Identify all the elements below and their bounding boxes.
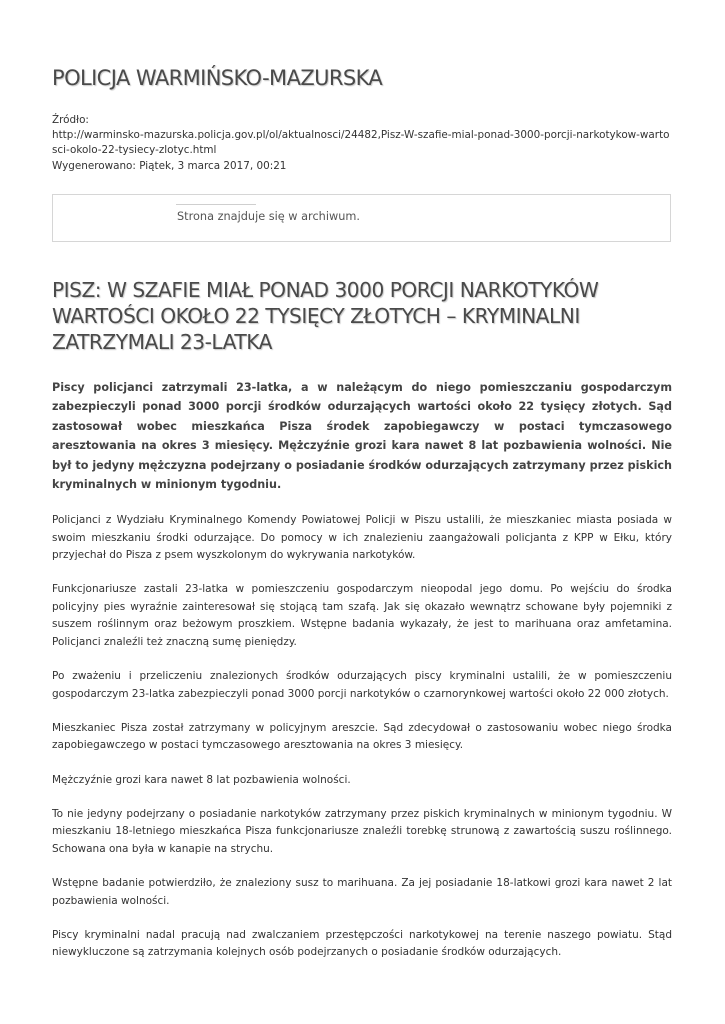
article-paragraph: Funkcjonariusze zastali 23-latka w pomieszczeniu gospodarczym nieopodal jego domu. Po wejściu do środka policyjny pies wyraźnie zainteresował się stojącą tam szafą. Jak się okazało wewnątrz schowane były pojemniki z suszem roślinnym oraz beżowym proszkiem. Wstępne badania wykazały, że jest to marihuana oraz amfetamina. Policjanci znaleźli też znaczną sumę pieniędzy. [52, 583, 672, 649]
article-paragraph: Wstępne badanie potwierdziło, że znaleziony susz to marihuana. Za jej posiadanie 18-latkowi grozi kara nawet 2 lat pozbawienia wolności. [52, 876, 672, 907]
article-paragraph: To nie jedyny podejrzany o posiadanie narkotyków zatrzymany przez piskich kryminalnych w minionym tygodniu. W mieszkaniu 18-letniego mieszkańca Pisza funkcjonariusze znaleźli torebkę strunową z zawartością suszu roślinnego. Schowana ona była w kanapie na strychu. [52, 807, 672, 855]
article-paragraph: Policjanci z Wydziału Kryminalnego Komendy Powiatowej Policji w Piszu ustalili, że mieszkaniec miasta posiada w swoim mieszkaniu środki odurzające. Do pomocy w ich znalezieniu zaangażowali policjanta z KPP w Ełku, który przyjechał do Pisza z psem wyszkolonym do wykrywania narkotyków. [52, 514, 672, 562]
source-url: http://warminsko-mazurska.policja.gov.pl/ol/aktualnosci/24482,Pisz-W-szafie-mial-ponad-3000-porcji-narkotykow-wartosci-okolo-22-tysiecy-zlotyc.html [52, 129, 670, 157]
archive-notice-box [52, 194, 671, 242]
archive-notice: Strona znajduje się w archiwum. [177, 210, 360, 223]
article-lead: Piscy policjanci zatrzymali 23-latka, a w należącym do niego pomieszczaniu gospodarczym zabezpieczyli ponad 3000 porcji środków odurzających wartości około 22 tysięcy złotych. Sąd zastosował wobec mieszkańca Pisza środek zapobiegawczy w postaci tymczasowego aresztowania na okres 3 miesięcy. Mężczyźnie grozi kara nawet 8 lat pozbawienia wolności. Nie był to jedyny mężczyzna podejrzany o posiadanie środków odurzających zatrzymany przez piskich kryminalnych w minionym tygodniu. [52, 381, 672, 492]
article-paragraph: Mieszkaniec Pisza został zatrzymany w policyjnym areszcie. Sąd zdecydował o zastosowaniu wobec niego środka zapobiegawczego w postaci tymczasowego aresztowania na okres 3 miesięcy. [52, 721, 672, 752]
source-label: Źródło: [52, 114, 89, 126]
article-paragraph: Piscy kryminalni nadal pracują nad zwalczaniem przestępczości narkotykowej na terenie naszego powiatu. Stąd niewykluczone są zatrzymania kolejnych osób podejrzanych o posiadanie środków odurzających. [52, 928, 672, 959]
article-body [52, 512, 672, 978]
article-title: PISZ: W SZAFIE MIAŁ PONAD 3000 PORCJI NARKOTYKÓW WARTOŚCI OKOŁO 22 TYSIĘCY ZŁOTYCH – KRYMINALNI ZATRZYMALI 23-LATKA [52, 278, 599, 354]
article-paragraph: Mężczyźnie grozi kara nawet 8 lat pozbawienia wolności. [52, 773, 351, 786]
article-paragraph: Po zważeniu i przeliczeniu znalezionych środków odurzających piscy kryminalni ustalili, że w pomieszczeniu gospodarczym 23-latka zabezpieczyli ponad 3000 porcji narkotyków o czarnorynkowej wartości około 22 000 złotych. [52, 670, 672, 700]
generated-date: Wygenerowano: Piątek, 3 marca 2017, 00:21 [52, 159, 287, 172]
site-title: POLICJA WARMIŃSKO-MAZURSKA [52, 66, 383, 90]
archive-divider [176, 204, 256, 205]
document-meta [52, 113, 674, 174]
